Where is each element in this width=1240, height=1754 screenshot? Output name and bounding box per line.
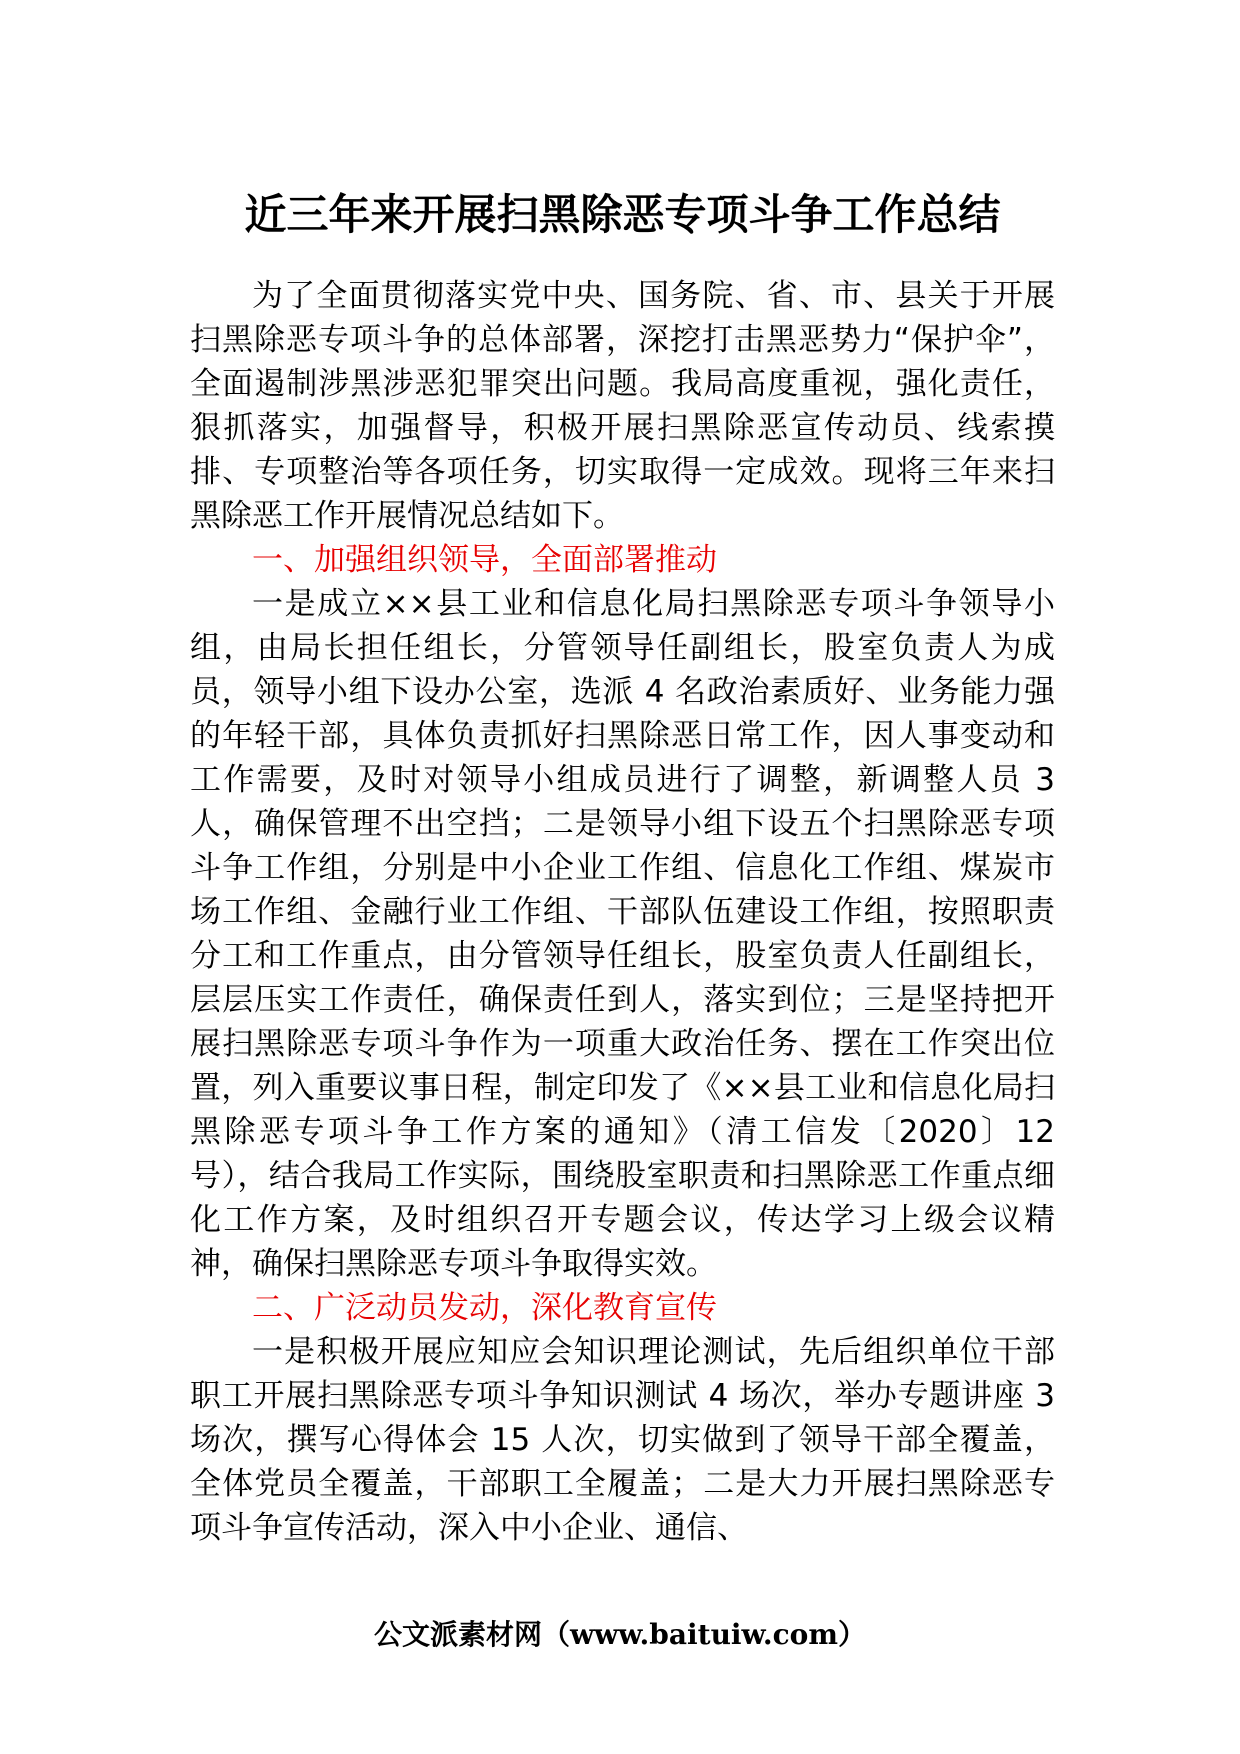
section-heading-1: 一、加强组织领导，全面部署推动 [252, 542, 717, 578]
document-title: 近三年来开展扫黑除恶专项斗争工作总结 [244, 190, 1001, 239]
intro-paragraph: 为了全面贯彻落实党中央、国务院、省、市、县关于开展扫黑除恶专项斗争的总体部署，深挖打击黑恶势力“保护伞”，全面遏制涉黑涉恶犯罪突出问题。我局高度重视，强化责任，狠抓落实，加强督导，积极开展扫黑除恶宣传动员、线索摸排、专项整治等各项任务，切实取得一定成效。现将三年来扫黑除恶工作开展情况总结如下。 [190, 278, 1055, 534]
section-heading-2: 二、广泛动员发动，深化教育宣传 [252, 1290, 717, 1326]
document-page [190, 180, 1055, 1550]
footer-watermark: 公文派素材网（www.baituiw.com） [374, 1618, 866, 1651]
section-body-1: 一是成立××县工业和信息化局扫黑除恶专项斗争领导小组，由局长担任组长，分管领导任副组长，股室负责人为成员，领导小组下设办公室，选派 4 名政治素质好、业务能力强的年轻干部，具体负责抓好扫黑除恶日常工作，因人事变动和工作需要，及时对领导小组成员进行了调整，新调整人员 3 人，确保管理不出空挡；二是领导小组下设五个扫黑除恶专项斗争工作组，分别是中小企业工作组、信息化工作组、煤炭市场工作组、金融行业工作组、干部队伍建设工作组，按照职责分工和工作重点，由分管领导任组长，股室负责人任副组长，层层压实工作责任，确保责任到人，落实到位；三是坚持把开展扫黑除恶专项斗争作为一项重大政治任务、摆在工作突出位置，列入重要议事日程，制定印发了《××县工业和信息化局扫黑除恶专项斗争工作方案的通知》（清工信发〔2020〕12 号），结合我局工作实际，围绕股室职责和扫黑除恶工作重点细化工作方案，及时组织召开专题会议，传达学习上级会议精神，确保扫黑除恶专项斗争取得实效。 [190, 586, 1055, 1282]
section-body-2: 一是积极开展应知应会知识理论测试，先后组织单位干部职工开展扫黑除恶专项斗争知识测试 4 场次，举办专题讲座 3 场次，撰写心得体会 15 人次，切实做到了领导干部全覆盖，全体党员全覆盖，干部职工全履盖；二是大力开展扫黑除恶专项斗争宣传活动，深入中小企业、通信、 [190, 1334, 1055, 1546]
